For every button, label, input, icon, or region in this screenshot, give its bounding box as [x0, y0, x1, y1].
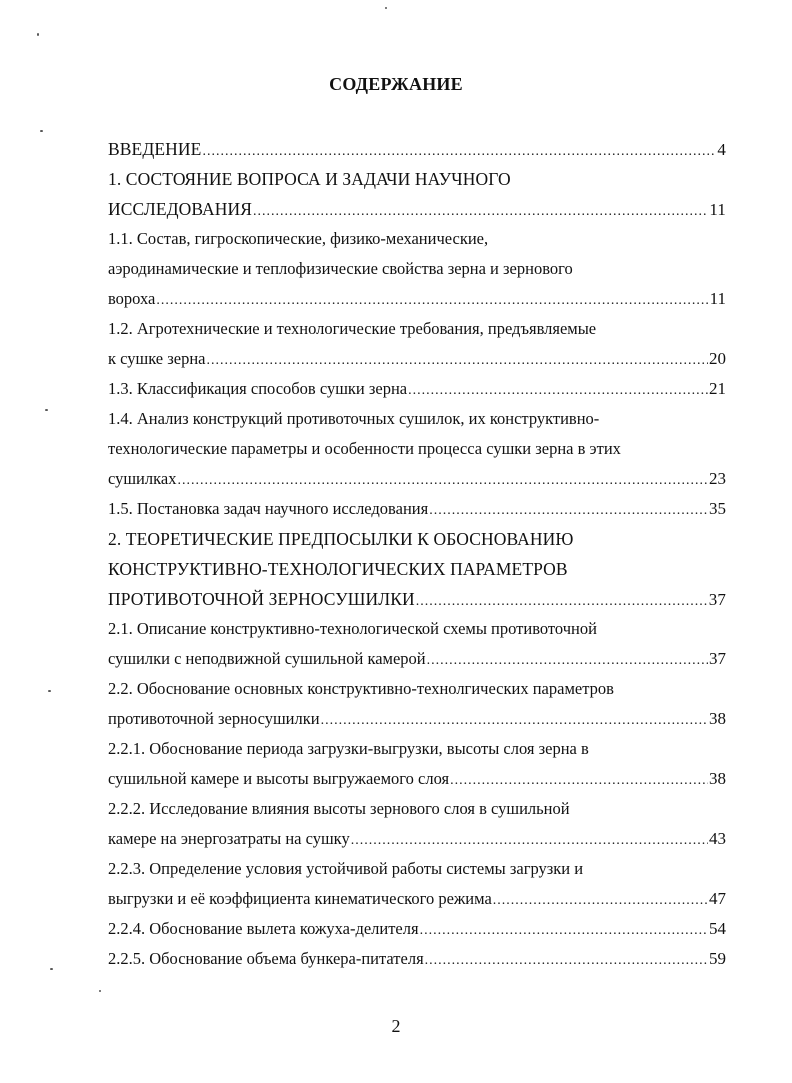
toc-page-number: 23 — [709, 469, 726, 488]
toc-line: 2.2.1. Обоснование периода загрузки-выгрузки, высоты слоя зерна в — [108, 739, 589, 758]
page-number: 2 — [391, 1016, 401, 1036]
toc-line: 1. СОСТОЯНИЕ ВОПРОСА И ЗАДАЧИ НАУЧНОГО — [108, 169, 511, 189]
toc-line: 1.1. Состав, гигроскопические, физико-механические, — [108, 229, 489, 248]
toc-line: 2.2. Обоснование основных конструктивно-технолгических параметров — [108, 679, 614, 698]
toc-page-number: 4 — [717, 140, 726, 159]
toc-line: КОНСТРУКТИВНО-ТЕХНОЛОГИЧЕСКИХ ПАРАМЕТРОВ — [108, 559, 568, 579]
toc-entry[interactable] — [108, 764, 726, 794]
toc-entry-text: 2.2.4. Обоснование вылета кожуха-делителя — [108, 919, 419, 938]
toc-leader-dots — [429, 496, 708, 524]
toc-leader-dots — [207, 346, 708, 374]
toc-line: 1.2. Агротехнические и технологические требования, предъявляемые — [108, 319, 597, 338]
toc-line: 2.2.2. Исследование влияния высоты зернового слоя в сушильной — [108, 799, 570, 818]
toc-entry-text: сушилках — [108, 469, 177, 488]
toc-entry-text: 1.3. Классификация способов сушки зерна — [108, 379, 408, 398]
toc-leader-dots — [493, 886, 708, 914]
toc-page-number: 38 — [709, 769, 726, 788]
toc-leader-dots — [408, 376, 708, 404]
toc-entry-text: противоточной зерносушилки — [108, 709, 320, 728]
toc-line: 2.2.3. Определение условия устойчивой работы системы загрузки и — [108, 859, 584, 878]
scan-speck — [99, 990, 101, 992]
scan-speck — [40, 130, 43, 132]
toc-entry[interactable] — [108, 644, 726, 674]
toc-entry-text: сушилки с неподвижной сушильной камерой — [108, 649, 426, 668]
toc-entry[interactable] — [108, 344, 726, 374]
toc-page-number: 37 — [709, 649, 726, 668]
scan-speck — [50, 968, 53, 970]
toc-page-number: 38 — [709, 709, 726, 728]
page-title: СОДЕРЖАНИЕ — [329, 74, 463, 94]
toc-entry[interactable] — [108, 584, 726, 614]
toc-entry[interactable] — [108, 194, 726, 224]
scan-speck — [385, 7, 387, 9]
toc-line: аэродинамические и теплофизические свойства зерна и зернового — [108, 259, 573, 278]
toc-page-number: 54 — [709, 919, 726, 938]
toc-entry[interactable] — [108, 704, 726, 734]
toc-page-number: 11 — [709, 289, 726, 308]
toc-page-number: 11 — [709, 200, 726, 219]
toc-entry[interactable] — [108, 464, 726, 494]
toc-leader-dots — [321, 706, 708, 734]
scan-speck — [48, 690, 51, 692]
toc-entry-text: 1.5. Постановка задач научного исследования — [108, 499, 429, 518]
toc-leader-dots — [425, 946, 708, 974]
toc-entry-text: ПРОТИВОТОЧНОЙ ЗЕРНОСУШИЛКИ — [108, 589, 415, 609]
toc-entry[interactable] — [108, 884, 726, 914]
toc-entry[interactable] — [108, 134, 726, 164]
toc-leader-dots — [202, 137, 716, 164]
toc-entry[interactable] — [108, 824, 726, 854]
scan-speck — [37, 33, 39, 36]
toc-line: 2.1. Описание конструктивно-технологической схемы противоточной — [108, 619, 597, 638]
toc-leader-dots — [450, 766, 708, 794]
toc-leader-dots — [253, 197, 708, 224]
toc-leader-dots — [420, 916, 708, 944]
toc-page-number: 47 — [709, 889, 726, 908]
toc-entry[interactable] — [108, 284, 726, 314]
toc-entry-text: сушильной камере и высоты выгружаемого слоя — [108, 769, 450, 788]
toc-line: 1.4. Анализ конструкций противоточных сушилок, их конструктивно- — [108, 409, 600, 428]
toc-leader-dots — [156, 286, 708, 314]
toc-entry[interactable] — [108, 374, 726, 404]
toc-entry-text: ИССЛЕДОВАНИЯ — [108, 199, 253, 219]
toc-page-number: 20 — [709, 349, 726, 368]
toc-entry[interactable] — [108, 494, 726, 524]
toc-entry-text: вороха — [108, 289, 156, 308]
toc-leader-dots — [351, 826, 708, 854]
toc-leader-dots — [177, 466, 708, 494]
toc-entry[interactable] — [108, 944, 726, 974]
toc-page-number: 59 — [709, 949, 726, 968]
toc-entry-text: к сушке зерна — [108, 349, 206, 368]
toc-entry-text: камере на энергозатраты на сушку — [108, 829, 350, 848]
toc-leader-dots — [427, 646, 708, 674]
toc-page-number: 35 — [709, 499, 726, 518]
toc-entry-text: ВВЕДЕНИЕ — [108, 139, 202, 159]
toc-page-number: 37 — [708, 590, 726, 609]
toc-entry-text: выгрузки и её коэффициента кинематического режима — [108, 889, 492, 908]
scan-speck — [45, 409, 48, 411]
toc-page-number: 43 — [709, 829, 726, 848]
toc-line: 2. ТЕОРЕТИЧЕСКИЕ ПРЕДПОСЫЛКИ К ОБОСНОВАНИЮ — [108, 529, 574, 549]
toc-page-number: 21 — [709, 379, 726, 398]
toc-entry[interactable] — [108, 914, 726, 944]
toc-entry-text: 2.2.5. Обоснование объема бункера-питателя — [108, 949, 424, 968]
toc-leader-dots — [416, 587, 708, 614]
table-of-contents — [108, 134, 726, 974]
toc-line: технологические параметры и особенности процесса сушки зерна в этих — [108, 439, 621, 458]
